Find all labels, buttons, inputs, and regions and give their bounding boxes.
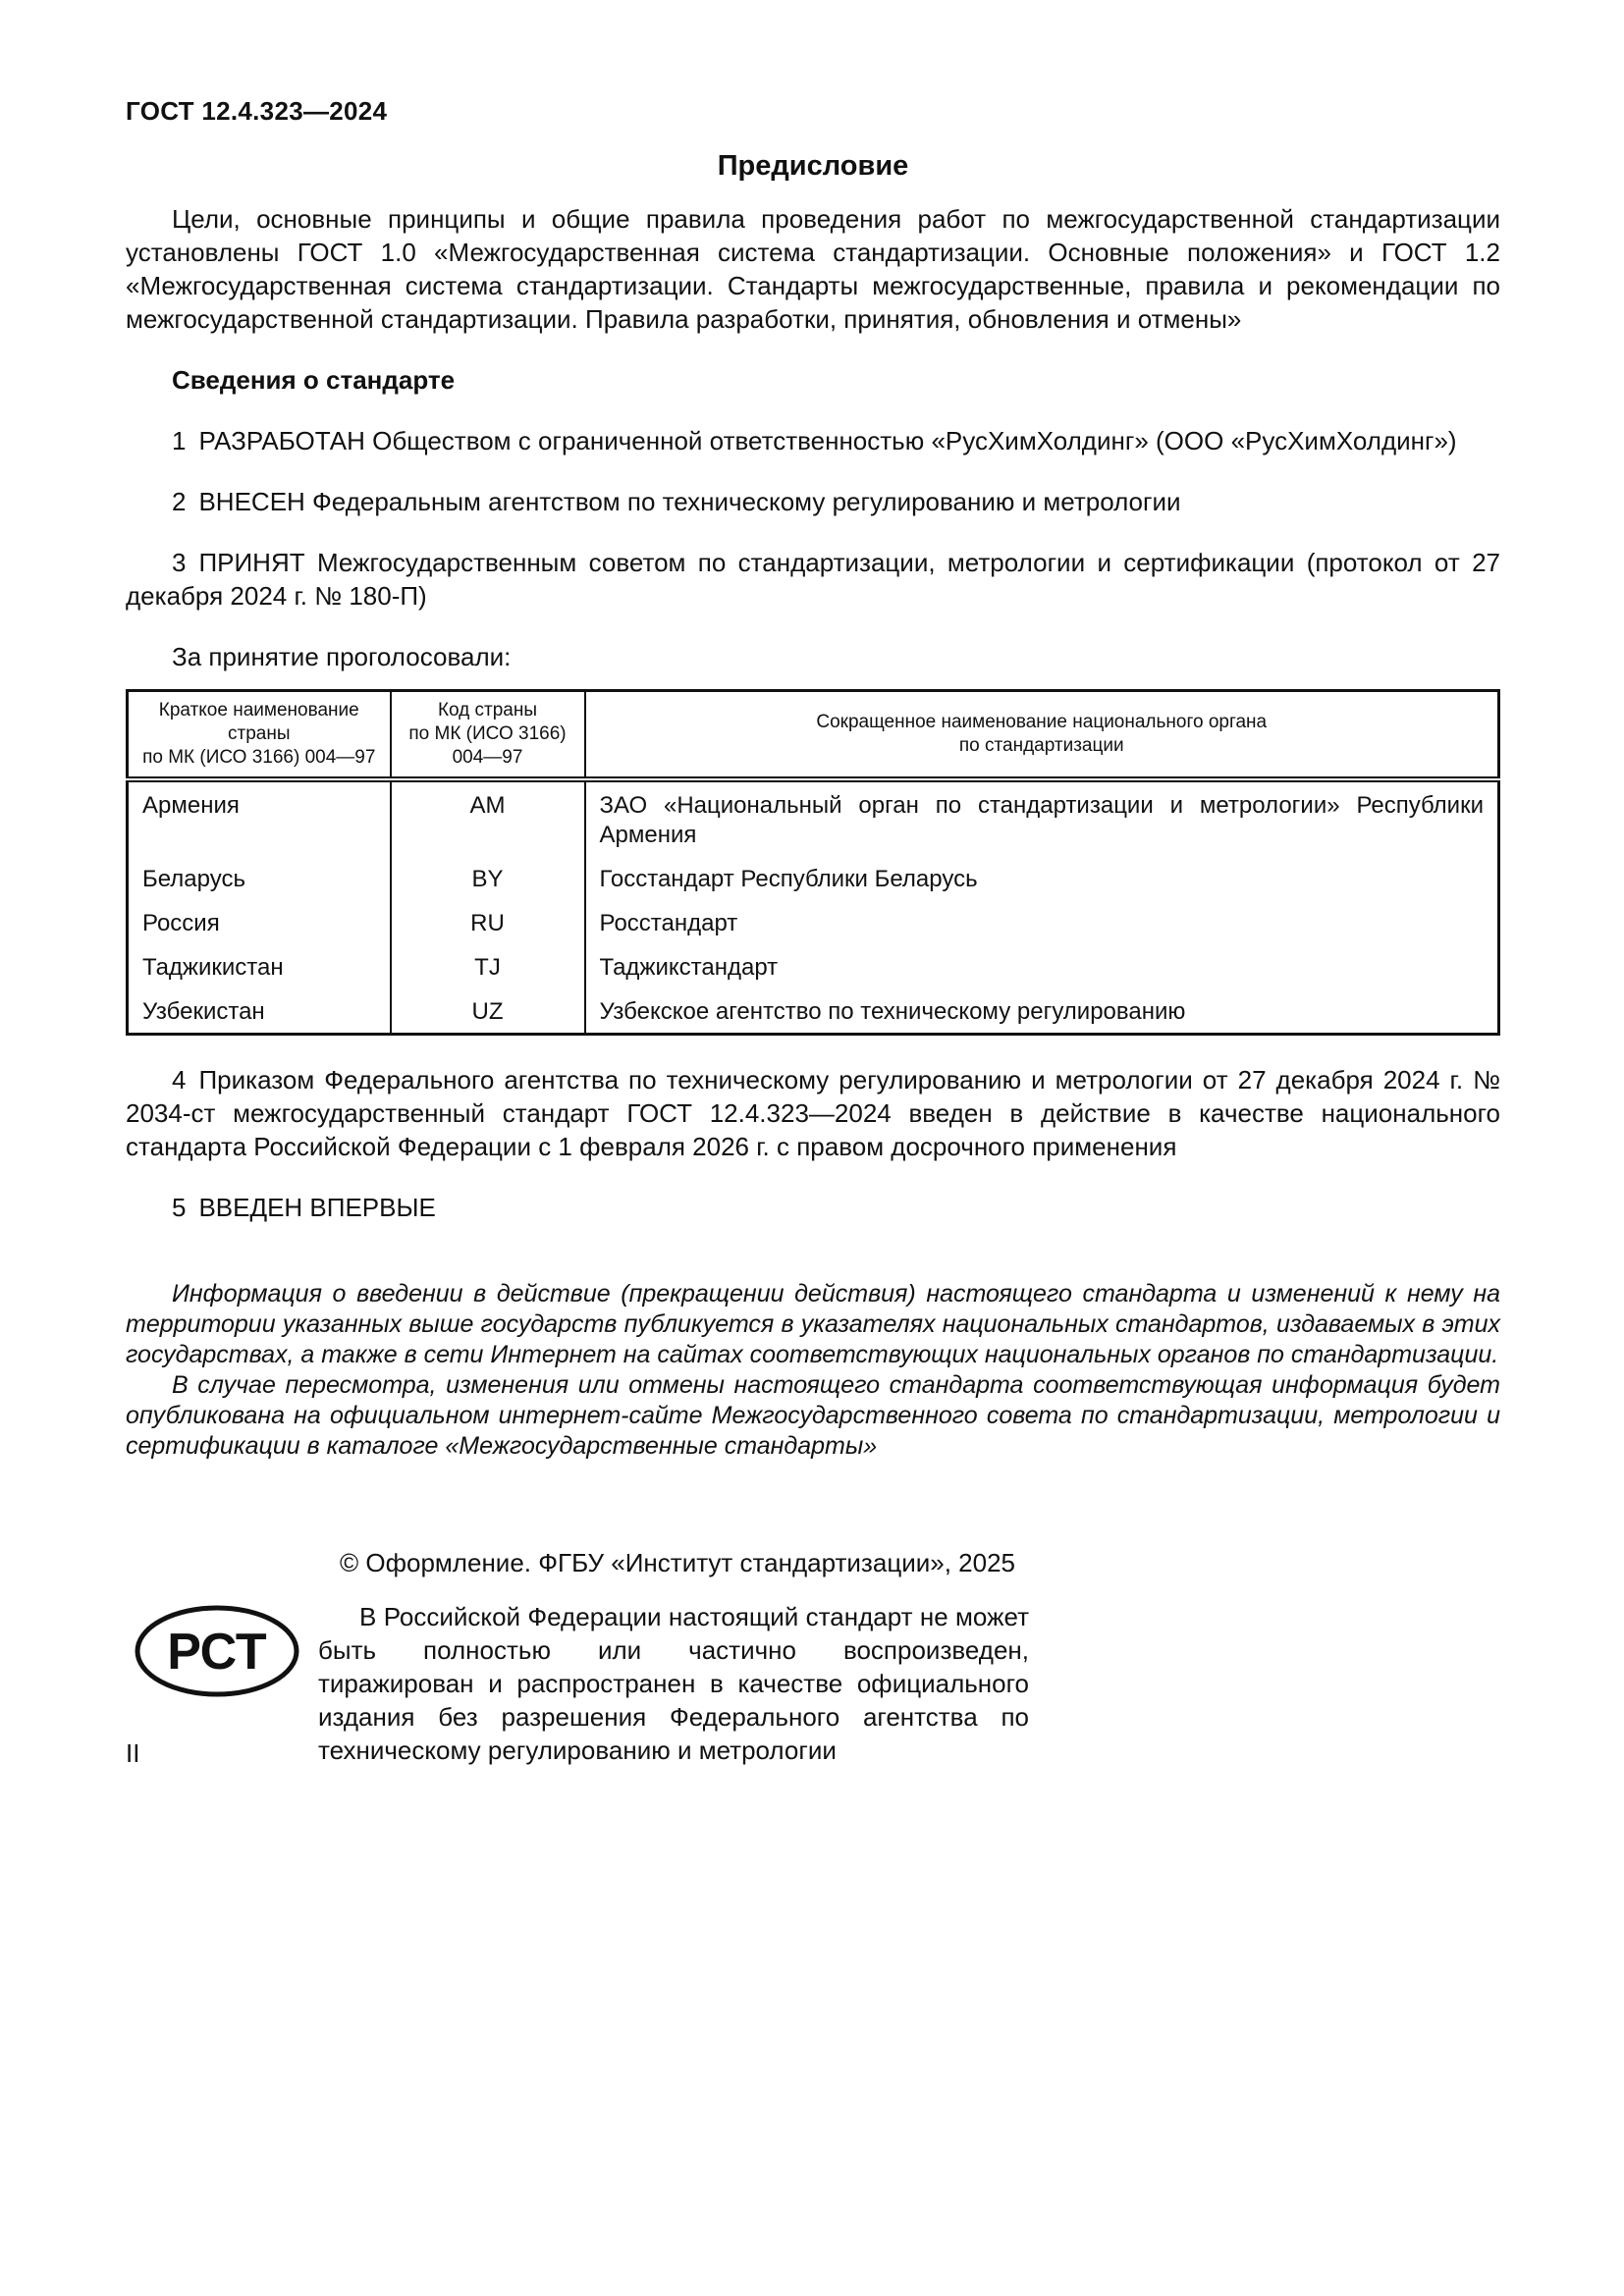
- vote-table-header-row: [128, 691, 1499, 780]
- cell-country: Таджикистан: [128, 944, 391, 988]
- cell-code: UZ: [391, 988, 585, 1035]
- item-order: 4 Приказом Федерального агентства по техническому регулированию и метрологии от 27 декабря 2024 г. № 2034-ст межгосударственный стандарт ГОСТ 12.4.323—2024 введен в действие в качестве национального стандарта Российской Федерации с 1 февраля 2026 г. с правом досрочного применения: [126, 1065, 1500, 1161]
- doc-number: ГОСТ 12.4.323—2024: [126, 96, 388, 126]
- standard-info-heading: Сведения о стандарте: [172, 365, 456, 395]
- vote-table: [126, 689, 1500, 1036]
- rst-logo: [134, 1600, 306, 1698]
- cell-org: Госстандарт Республики Беларусь: [585, 856, 1499, 900]
- cell-country: Беларусь: [128, 856, 391, 900]
- cell-org: Таджикстандарт: [585, 944, 1499, 988]
- item-developed: 1 РАЗРАБОТАН Обществом с ограниченной ответственностью «РусХимХолдинг» (ООО «РусХимХолдинг»): [172, 426, 1457, 455]
- table-row: [128, 944, 1499, 988]
- table-row: [128, 779, 1499, 856]
- col-header-national-body: Сокращенное наименование национального органа по стандартизации: [585, 691, 1499, 780]
- page-title: Предисловие: [717, 150, 909, 182]
- cell-country: Узбекистан: [128, 988, 391, 1035]
- cell-code: AM: [391, 779, 585, 856]
- col-header-country-name: Краткое наименование страны по МК (ИСО 3166) 004—97: [128, 691, 391, 780]
- cell-country: Армения: [128, 779, 391, 856]
- cell-country: Россия: [128, 900, 391, 944]
- footer-row: [126, 1600, 1500, 1767]
- table-row: [128, 988, 1499, 1035]
- cell-code: RU: [391, 900, 585, 944]
- page-content: [126, 96, 1500, 1767]
- reproduction-restriction: В Российской Федерации настоящий стандарт не может быть полностью или частично воспроизведен, тиражирован и распространен в качестве официального издания без разрешения Федерального агентства по техническому регулированию и метрологии: [318, 1602, 1029, 1765]
- cell-org: ЗАО «Национальный орган по стандартизации и метрологии» Республики Армения: [585, 779, 1499, 856]
- vote-lead: За принятие проголосовали:: [172, 642, 512, 671]
- table-row: [128, 900, 1499, 944]
- cell-code: BY: [391, 856, 585, 900]
- cell-org: Росстандарт: [585, 900, 1499, 944]
- table-row: [128, 856, 1499, 900]
- page-number: II: [126, 1738, 140, 1768]
- item-submitted: 2 ВНЕСЕН Федеральным агентством по техническому регулированию и метрологии: [172, 487, 1181, 516]
- intro-paragraph: Цели, основные принципы и общие правила проведения работ по межгосударственной стандартизации установлены ГОСТ 1.0 «Межгосударственная система стандартизации. Основные положения» и ГОСТ 1.2 «Межгосударственная система стандартизации. Стандарты межгосударственные, правила и рекомендации по межгосударственной стандартизации. Правила разработки, принятия, обновления и отмены»: [126, 204, 1500, 334]
- item-adopted: 3 ПРИНЯТ Межгосударственным советом по стандартизации, метрологии и сертификации (протокол от 27 декабря 2024 г. № 180-П): [126, 548, 1500, 611]
- note-publication: Информация о введении в действие (прекращении действия) настоящего стандарта и изменений к нему на территории указанных выше государств публикуется в указателях национальных стандартов, издаваемых в этих государствах, а также в сети Интернет на сайтах соответствующих национальных органов по стандартизации.: [126, 1280, 1500, 1368]
- rst-logo-letters: РСТ: [167, 1624, 267, 1681]
- rst-certification-mark-icon: [134, 1604, 300, 1698]
- copyright-line: © Оформление. ФГБУ «Институт стандартизации», 2025: [340, 1548, 1015, 1577]
- note-revision: В случае пересмотра, изменения или отмены настоящего стандарта соответствующая информация будет опубликована на официальном интернет-сайте Межгосударственного совета по стандартизации, метрологии и сертификации в каталоге «Межгосударственные стандарты»: [126, 1371, 1500, 1460]
- item-first-time: 5 ВВЕДЕН ВПЕРВЫЕ: [172, 1193, 436, 1222]
- col-header-country-code: Код страны по МК (ИСО 3166) 004—97: [391, 691, 585, 780]
- cell-org: Узбекское агентство по техническому регулированию: [585, 988, 1499, 1035]
- cell-code: TJ: [391, 944, 585, 988]
- availability-notes: [126, 1279, 1500, 1462]
